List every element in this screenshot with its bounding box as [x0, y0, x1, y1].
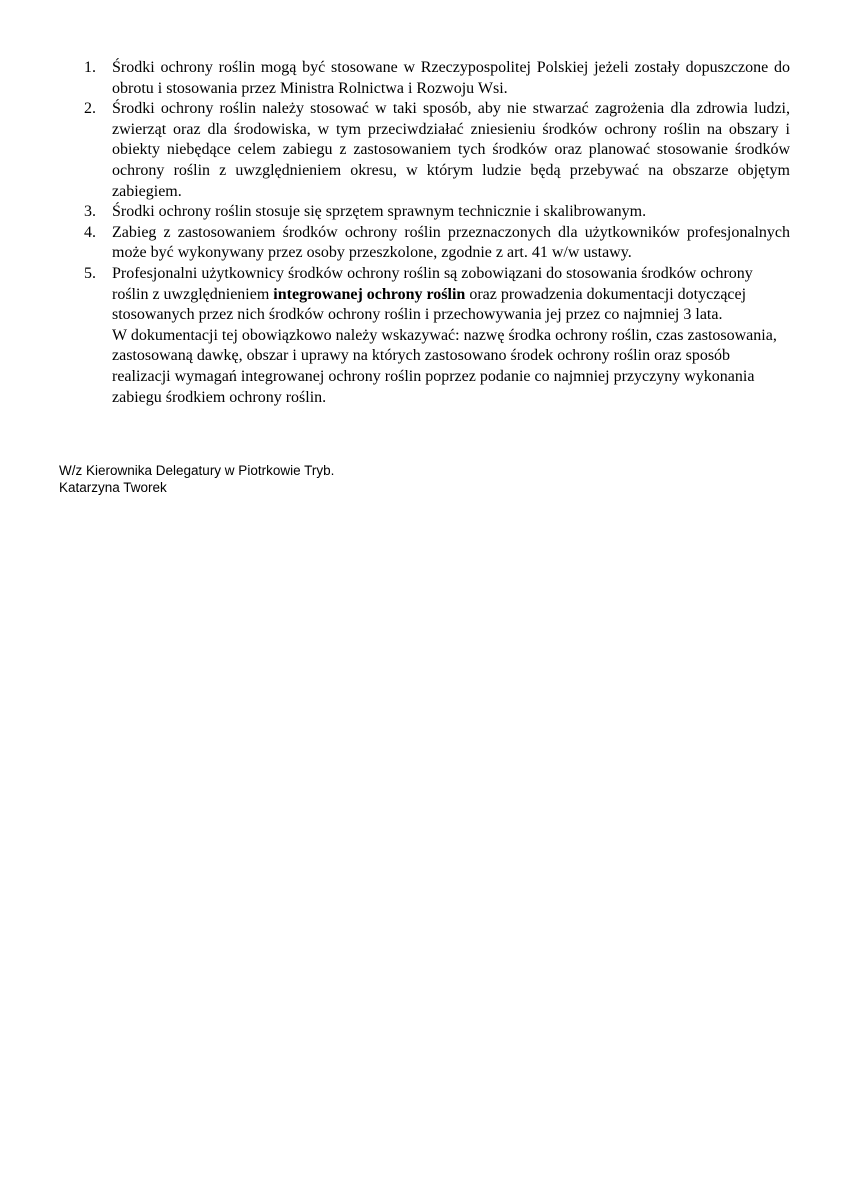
- list-item-number: 2.: [84, 100, 96, 118]
- list-item: [78, 223, 790, 264]
- list-item: [78, 202, 790, 223]
- documentation-paragraph: W dokumentacji tej obowiązkowo należy wskazywać: nazwę środka ochrony roślin, czas zastosowania, zastosowaną dawkę, obszar i uprawy na których zastosowano środek ochrony roślin oraz sposób realizacji wymagań integrowanej ochrony roślin poprzez podanie co najmniej przyczyny wykonania zabiegu środkiem ochrony roślin.: [112, 326, 777, 406]
- regulations-list: [78, 58, 790, 408]
- list-item-text: Środki ochrony roślin należy stosować w taki sposób, aby nie stwarzać zagrożenia dla zdrowia ludzi, zwierząt oraz dla środowiska, w tym przeciwdziałać zniesieniu środków ochrony roślin na obszary i obiekty niebędące celem zabiegu z zastosowaniem tych środków oraz planować stosowanie środków ochrony roślin z uwzględnieniem okresu, w którym ludzie będą przebywać na obszarze objętym zabiegiem.: [112, 100, 790, 200]
- list-item-text: Zabieg z zastosowaniem środków ochrony roślin przeznaczonych dla użytkowników profesjonalnych może być wykonywany przez osoby przeszkolone, zgodnie z art. 41 w/w ustawy.: [112, 223, 790, 262]
- list-item-text: [112, 264, 790, 326]
- list-item-number: 3.: [84, 203, 96, 221]
- list-item-text: Środki ochrony roślin mogą być stosowane w Rzeczypospolitej Polskiej jeżeli zostały dopuszczone do obrotu i stosowania przez Ministra Rolnictwa i Rozwoju Wsi.: [112, 59, 790, 97]
- signature-title: W/z Kierownika Delegatury w Piotrkowie Tryb.: [59, 463, 335, 478]
- list-item-number: 5.: [84, 264, 96, 282]
- list-item-number: 1.: [84, 59, 96, 76]
- emphasized-term: integrowanej ochrony roślin: [273, 285, 466, 303]
- list-item-text-start: Profesjonalni użytkownicy środków ochrony roślin są zobowiązani do stosowania środków ochrony roślin z uwzględnieniem: [112, 264, 753, 303]
- list-item: [78, 58, 790, 99]
- list-item-number: 4.: [84, 223, 96, 241]
- list-item: [78, 99, 790, 202]
- signature-block: [59, 462, 334, 496]
- list-item-text-end: oraz prowadzenia dokumentacji dotyczącej stosowanych przez nich środków ochrony roślin i przechowywania jej przez co najmniej 3 lata.: [112, 285, 747, 324]
- list-item-text: Środki ochrony roślin stosuje się sprzętem sprawnym technicznie i skalibrowanym.: [112, 203, 647, 221]
- signature-name: Katarzyna Tworek: [59, 480, 167, 495]
- list-item: [78, 264, 790, 408]
